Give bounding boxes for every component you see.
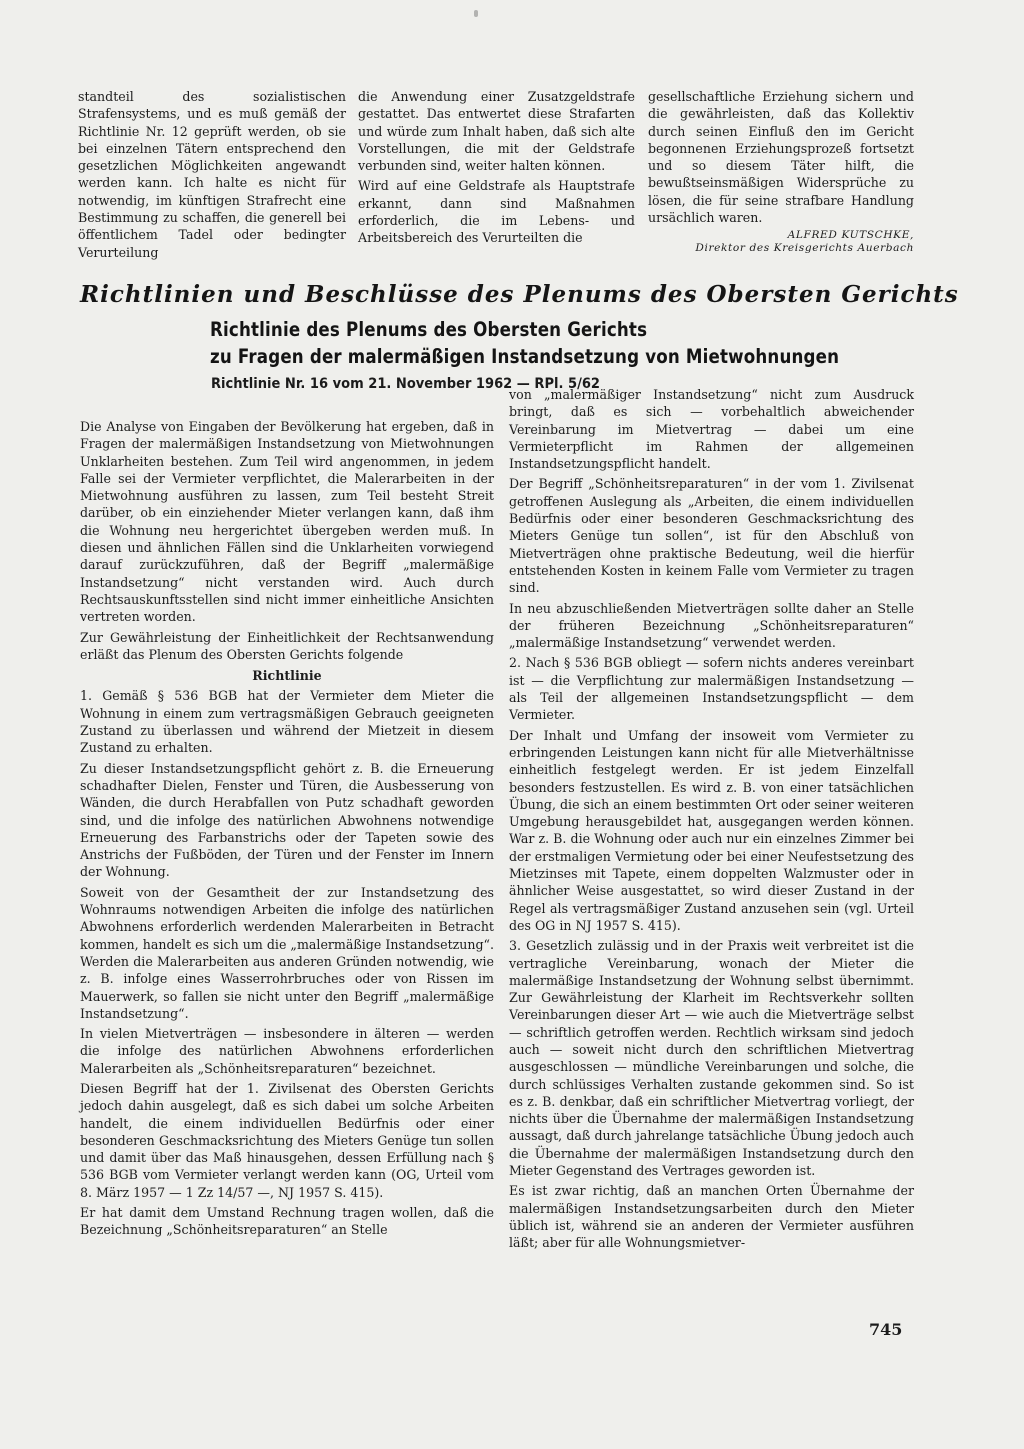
body-paragraph: Zur Gewährleistung der Einheitlichkeit der Rechtsanwendung erläßt das Plenum des Obersten Gerichts folgende: [80, 629, 494, 662]
richtlinie-heading: Richtlinie: [252, 668, 322, 684]
body-paragraph: Er hat damit dem Umstand Rechnung tragen wollen, daß die Bezeichnung „Schönheitsreparaturen“ an Stelle: [80, 1205, 494, 1238]
body-paragraph: In vielen Mietverträgen — insbesondere in älteren — werden die infolge des natürlichen Abwohnens erforderlichen Malerarbeiten als „Schönheitsreparaturen“ bezeichnet.: [80, 1026, 494, 1076]
section-heading: Richtlinien und Beschlüsse des Plenums des Obersten Gerichts: [80, 281, 959, 308]
scan-speck: [474, 10, 478, 17]
body-paragraph: In neu abzuschließenden Mietverträgen sollte daher an Stelle der früheren Bezeichnung „Schönheitsreparaturen“ „malermäßige Instandsetzung“ verwendet werden.: [509, 600, 914, 651]
body-paragraph: Der Begriff „Schönheitsreparaturen“ in der vom 1. Zivilsenat getroffenen Auslegung als „Arbeiten, die einem individuellen Bedürfnis oder einer besonderen Geschmacksrichtung des Mieters Genüge tun sollen“, ist für den Abschluß von Mietverträgen ohne praktische Bedeutung, weil die hierfür entstehenden Kosten in keinem Falle vom Vermieter zu tragen sind.: [509, 476, 914, 596]
body-paragraph: Die Analyse von Eingaben der Bevölkerung hat ergeben, daß in Fragen der malermäßigen Instandsetzung von Mietwohnungen Unklarheiten bestehen. Zum Teil wird angenommen, in jedem Falle sei der Vermieter verpflichtet, die Malerarbeiten in der Mietwohnung ausführen zu lassen, zum Teil besteht Streit darüber, ob ein einziehender Mieter verlangen kann, daß ihm die Wohnung neu hergerichtet übergeben werden muß. In diesen und ähnlichen Fällen sind die Unklarheiten vorwiegend darauf zurückzuführen, daß der Begriff „malermäßige Instandsetzung“ nicht verstanden wird. Auch durch Rechtsauskunftsstellen sind nicht immer einheitliche Ansichten vertreten worden.: [80, 419, 494, 625]
top-column-3: [648, 88, 914, 255]
body-column-left: [80, 418, 494, 1242]
article-subtitle: Richtlinie Nr. 16 vom 21. November 1962 — RPl. 5/62: [211, 376, 601, 392]
body-paragraph: 1. Gemäß § 536 BGB hat der Vermieter dem Mieter die Wohnung in einem zum vertragsmäßigen Gebrauch geeigneten Zustand zu überlassen und während der Mietzeit in diesem Zustand zu erhalten.: [80, 688, 494, 756]
top-column-2: [358, 88, 635, 250]
body-paragraph: Zu dieser Instandsetzungspflicht gehört z. B. die Erneuerung schadhafter Dielen, Fenster und Türen, die Ausbesserung von Wänden, die durch Herabfallen von Putz schadhaft geworden sind, und die infolge des natürlichen Abwohnens notwendige Erneuerung des Farbanstrichs oder der Tapeten sowie des Anstrichs der Fußböden, der Türen und der Fenster im Innern der Wohnung.: [80, 760, 494, 880]
page-number: 745: [869, 1320, 903, 1339]
top-column-2-paragraph: Wird auf eine Geldstrafe als Hauptstrafe erkannt, dann sind Maßnahmen erforderlich, die im Lebens- und Arbeitsbereich des Verurteilten die: [358, 178, 635, 246]
top-column-1-text: standteil des sozialistischen Strafensystems, und es muß gemäß der Richtlinie Nr. 12 geprüft werden, ob sie bei einzelnen Tätern entsprechend den gesetzlichen Möglichkeiten angewandt werden kann. Ich halte es nicht für notwendig, im künftigen Strafrecht eine Bestimmung zu schaffen, die generell bei öffentlichem Tadel oder bedingter Verurteilung: [78, 89, 346, 260]
body-paragraph: 3. Gesetzlich zulässig und in der Praxis weit verbreitet ist die vertragliche Vereinbarung, wonach der Mieter die malermäßige Instandsetzung der Wohnung selbst übernimmt. Zur Gewährleistung der Klarheit im Rechtsverkehr sollten Vereinbarungen dieser Art — wie auch die Mietverträge selbst — schriftlich getroffen werden. Rechtlich wirksam sind jedoch auch — soweit nicht durch den schriftlichen Mietvertrag ausgeschlossen — mündliche Vereinbarungen und solche, die durch schlüssiges Verhalten zustande gekommen sind. So ist es z. B. denkbar, daß ein schriftlicher Mietvertrag vorliegt, der nichts über die Übernahme der malermäßigen Instandsetzung aussagt, daß durch jahrelange tatsächliche Übung jedoch auch die Übernahme der malermäßigen Instandsetzung durch den Mieter Gegenstand des Vertrages geworden ist.: [509, 938, 914, 1179]
body-paragraph: Diesen Begriff hat der 1. Zivilsenat des Obersten Gerichts jedoch dahin ausgelegt, daß es sich dabei um solche Arbeiten handelt, die einem individuellen Bedürfnis oder einer besonderen Geschmacksrichtung des Mieters Genüge tun sollen und damit über das Maß hinausgehen, dessen Erfüllung nach § 536 BGB vom Vermieter verlangt werden kann (OG, Urteil vom 8. März 1957 — 1 Zz 14/57 —, NJ 1957 S. 415).: [80, 1080, 494, 1200]
body-paragraph: Der Inhalt und Umfang der insoweit vom Vermieter zu erbringenden Leistungen kann nicht für alle Mietverhältnisse einheitlich festgelegt werden. Er ist jedem Einzelfall besonders festzustellen. Es wird z. B. von einer tatsächlichen Übung, die sich an einem bestimmten Ort oder seiner weiteren Umgebung herausgebildet hat, ausgegangen werden können. War z. B. die Wohnung oder auch nur ein einzelnes Zimmer bei der erstmaligen Vermietung oder bei einer Neufestsetzung des Mietzinses mit Tapete, einem doppelten Walzmuster oder in ähnlicher Weise ausgestattet, so wird dieser Zustand in der Regel als vertragsmäßiger Zustand anzusehen sein (vgl. Urteil des OG in NJ 1957 S. 415).: [509, 727, 914, 933]
article-title-line-2: zu Fragen der malermäßigen Instandsetzung von Mietwohnungen: [210, 345, 840, 368]
top-column-3-text: gesellschaftliche Erziehung sichern und die gewährleisten, daß das Kollektiv durch seinen Einfluß den im Gericht begonnenen Erziehungsprozeß fortsetzt und so diesem Täter hilft, die bewußtseinsmäßigen Widersprüche zu lösen, die für seine strafbare Handlung ursächlich waren.: [648, 89, 914, 226]
body-paragraph: Es ist zwar richtig, daß an manchen Orten Übernahme der malermäßigen Instandsetzungsarbeiten durch den Mieter üblich ist, während sie an anderen der Vermieter ausführen läßt; aber für alle Wohnungsmietver-: [509, 1183, 914, 1251]
top-column-1: [78, 88, 346, 264]
author-signature: [648, 229, 914, 255]
body-paragraph: von „malermäßiger Instandsetzung“ nicht zum Ausdruck bringt, daß es sich — vorbehaltlich abweichender Vereinbarung im Mietvertrag — dabei um eine Vermieterpflicht im Rahmen der allgemeinen Instandsetzungspflicht handelt.: [509, 387, 914, 472]
body-column-right: [509, 386, 914, 1255]
body-paragraph: 2. Nach § 536 BGB obliegt — sofern nichts anderes vereinbart ist — die Verpflichtung zur malermäßigen Instandsetzung — als Teil der allgemeinen Instandsetzungspflicht — dem Vermieter.: [509, 655, 914, 723]
author-name: ALFRED KUTSCHKE,: [787, 229, 914, 242]
top-column-2-paragraph: die Anwendung einer Zusatzgeldstrafe gestattet. Das entwertet diese Strafarten und würde zum Inhalt haben, daß sich alte Vorstellungen, die mit der Geldstrafe verbunden sind, weiter halten können.: [358, 89, 635, 174]
body-paragraph: Soweit von der Gesamtheit der zur Instandsetzung des Wohnraums notwendigen Arbeiten die infolge des natürlichen Abwohnens erforderlich werdenden Malerarbeiten in Betracht kommen, handelt es sich um die „malermäßige Instandsetzung“. Werden die Malerarbeiten aus anderen Gründen notwendig, wie z. B. infolge eines Wasserrohrbruches oder von Rissen im Mauerwerk, so fallen sie nicht unter den Begriff „malermäßige Instandsetzung“.: [80, 884, 494, 1021]
author-title: Direktor des Kreisgerichts Auerbach: [695, 242, 914, 255]
article-title-line-1: Richtlinie des Plenums des Obersten Gerichts: [210, 318, 648, 341]
